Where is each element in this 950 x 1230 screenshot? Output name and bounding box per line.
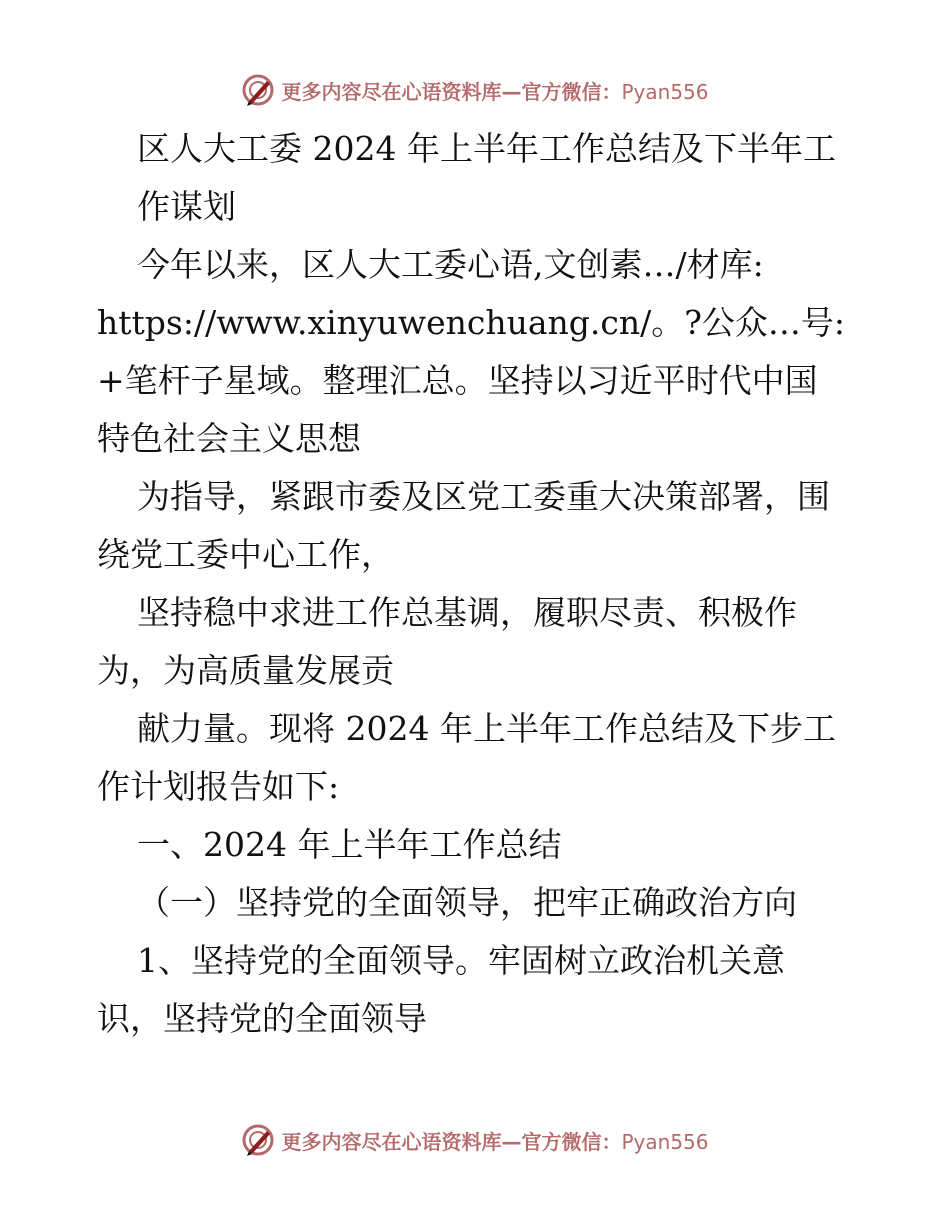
text-line: 坚持稳中求进工作总基调，履职尽责、积极作 <box>137 593 797 632</box>
document-body <box>97 120 857 1048</box>
text-line: +笔杆子星域。整理汇总。坚持以习近平时代中国 <box>97 361 818 400</box>
text-line: 绕党工委中心工作， <box>97 535 394 574</box>
text-line: 区人大工委 2024 年上半年工作总结及下半年工 <box>137 129 836 168</box>
footer-watermark <box>0 1120 950 1160</box>
intro-paragraph <box>97 236 857 468</box>
watermark-wechat-id: Pyan556 <box>621 1129 709 1154</box>
text-line: 献力量。现将 2024 年上半年工作总结及下步工 <box>137 709 836 748</box>
text-line: 为指导，紧跟市委及区党工委重大决策部署，围 <box>137 477 830 516</box>
body-paragraph <box>97 584 857 700</box>
section-heading <box>97 816 857 874</box>
watermark-wechat-id: Pyan556 <box>621 79 709 104</box>
text-line: https://www.xinyuwenchuang.cn/。?公众…号: <box>97 303 846 342</box>
body-paragraph <box>97 932 857 1048</box>
pen-logo-icon <box>241 73 275 107</box>
body-paragraph <box>97 700 857 816</box>
text-line: （一）坚持党的全面领导，把牢正确政治方向 <box>137 883 797 922</box>
text-line: 特色社会主义思想 <box>97 419 361 458</box>
watermark-text: 更多内容尽在心语资料库—官方微信：Pyan556 <box>281 1129 709 1154</box>
title-paragraph <box>97 120 857 236</box>
text-line: 识，坚持党的全面领导 <box>97 999 427 1038</box>
header-watermark <box>0 70 950 110</box>
pen-logo-icon <box>241 1123 275 1157</box>
text-line: 为，为高质量发展贡 <box>97 651 394 690</box>
text-line: 作计划报告如下: <box>97 767 340 806</box>
watermark-text: 更多内容尽在心语资料库—官方微信：Pyan556 <box>281 79 709 104</box>
text-line: 今年以来，区人大工委心语,文创素…/材库: <box>137 245 764 284</box>
subsection-heading <box>97 874 857 932</box>
body-paragraph <box>97 468 857 584</box>
text-line: 作谋划 <box>137 187 236 226</box>
text-line: 一、2024 年上半年工作总结 <box>137 825 562 864</box>
text-line: 1、坚持党的全面领导。牢固树立政治机关意 <box>137 941 785 980</box>
